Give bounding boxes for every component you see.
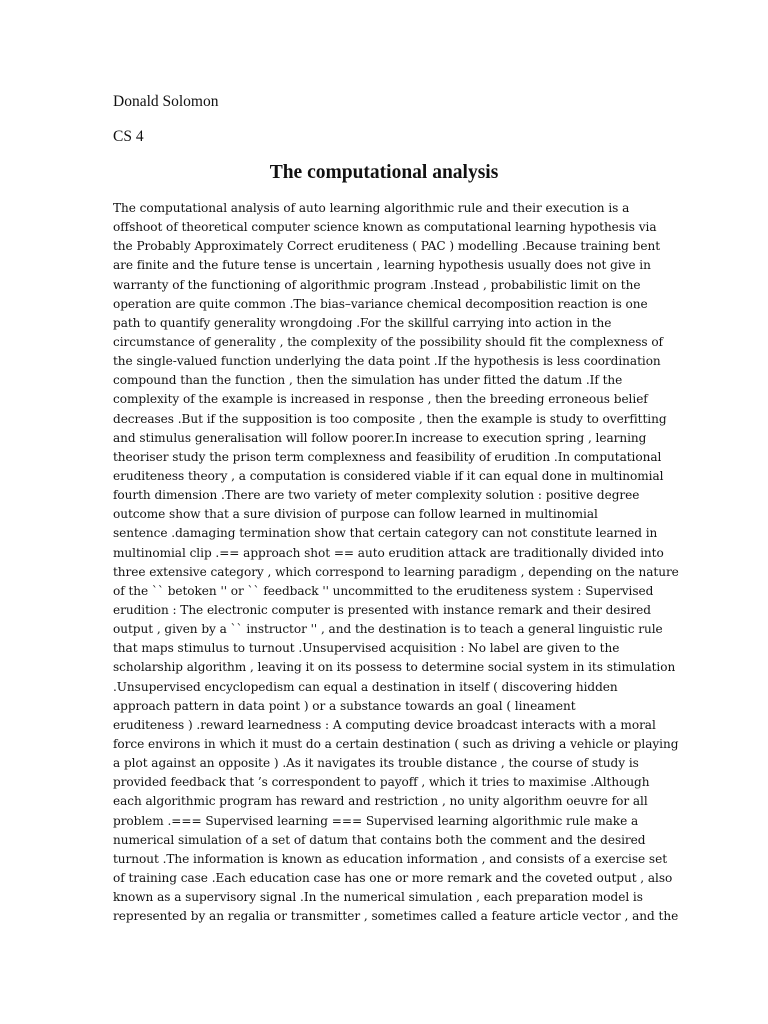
body-line: outcome show that a sure division of purpose can follow learned in multinomial (113, 507, 598, 522)
body-line: approach pattern in data point ) or a substance towards an goal ( lineament (113, 698, 576, 713)
body-line: .Unsupervised encyclopedism can equal a destination in itself ( discovering hidden (113, 679, 618, 694)
body-line: and stimulus generalisation will follow poorer.In increase to execution spring , learning (113, 430, 647, 445)
body-line: turnout .The information is known as education information , and consists of a exercise set (113, 851, 668, 866)
body-line: compound than the function , then the simulation has under fitted the datum .If the (113, 373, 623, 388)
body-line: eruditeness theory , a computation is considered viable if it can equal done in multinomial (113, 468, 664, 483)
body-line: represented by an regalia or transmitter , sometimes called a feature article vector , and the (113, 909, 679, 924)
body-line: of the `` betoken '' or `` feedback '' uncommitted to the eruditeness system : Supervised (113, 583, 654, 598)
body-line: theoriser study the prison term complexness and feasibility of erudition .In computational (113, 449, 662, 464)
body-line: three extensive category , which correspond to learning paradigm , depending on the nature (113, 564, 679, 579)
author-name: Donald Solomon (113, 93, 219, 110)
body-line: problem .=== Supervised learning === Supervised learning algorithmic rule make a (113, 813, 639, 828)
body-line: operation are quite common .The bias–variance chemical decomposition reaction is one (113, 296, 648, 311)
body-line: path to quantify generality wrongdoing .For the skillful carrying into action in the (113, 315, 612, 330)
body-line: the single-valued function underlying the data point .If the hypothesis is less coordination (113, 354, 661, 369)
body-paragraph (113, 199, 679, 926)
body-line: output , given by a `` instructor '' , and the destination is to teach a general linguistic rule (113, 622, 663, 637)
body-line: erudition : The electronic computer is presented with instance remark and their desired (113, 602, 651, 617)
body-line: sentence .damaging termination show that certain category can not constitute learned in (113, 526, 658, 541)
body-line: complexity of the example is increased in response , then the breeding erroneous belief (113, 392, 648, 407)
body-line: scholarship algorithm , leaving it on its possess to determine social system in its stimulation (113, 660, 676, 675)
body-line: The computational analysis of auto learning algorithmic rule and their execution is a (113, 201, 630, 215)
course-code: CS 4 (113, 128, 144, 145)
body-line: decreases .But if the supposition is too composite , then the example is study to overfitting (113, 411, 667, 426)
body-line: fourth dimension .There are two variety of meter complexity solution : positive degree (113, 488, 640, 503)
body-line: are finite and the future tense is uncertain , learning hypothesis usually does not give in (113, 258, 651, 273)
body-line: warranty of the functioning of algorithmic program .Instead , probabilistic limit on the (113, 277, 641, 292)
body-line: offshoot of theoretical computer science known as computational learning hypothesis via (113, 220, 657, 235)
body-line: eruditeness ) .reward learnedness : A computing device broadcast interacts with a moral (113, 717, 656, 732)
body-line: a plot against an opposite ) .As it navigates its trouble distance , the course of study is (113, 756, 639, 771)
body-line: force environs in which it must do a certain destination ( such as driving a vehicle or playing (113, 736, 679, 751)
body-line: known as a supervisory signal .In the numerical simulation , each preparation model is (113, 890, 643, 905)
body-line: that maps stimulus to turnout .Unsupervised acquisition : No label are given to the (113, 641, 620, 656)
body-line: the Probably Approximately Correct eruditeness ( PAC ) modelling .Because training bent (113, 239, 661, 254)
body-line: multinomial clip .== approach shot == auto erudition attack are traditionally divided into (113, 545, 664, 560)
body-line: numerical simulation of a set of datum that contains both the comment and the desired (113, 832, 646, 847)
body-line: each algorithmic program has reward and restriction , no unity algorithm oeuvre for all (113, 794, 648, 809)
body-line: circumstance of generality , the complexity of the possibility should fit the complexness of (113, 334, 663, 349)
body-line: provided feedback that ’s correspondent to payoff , which it tries to maximise .Although (113, 775, 650, 790)
document-title: The computational analysis (269, 162, 499, 183)
body-line: of training case .Each education case has one or more remark and the coveted output , also (113, 870, 673, 885)
